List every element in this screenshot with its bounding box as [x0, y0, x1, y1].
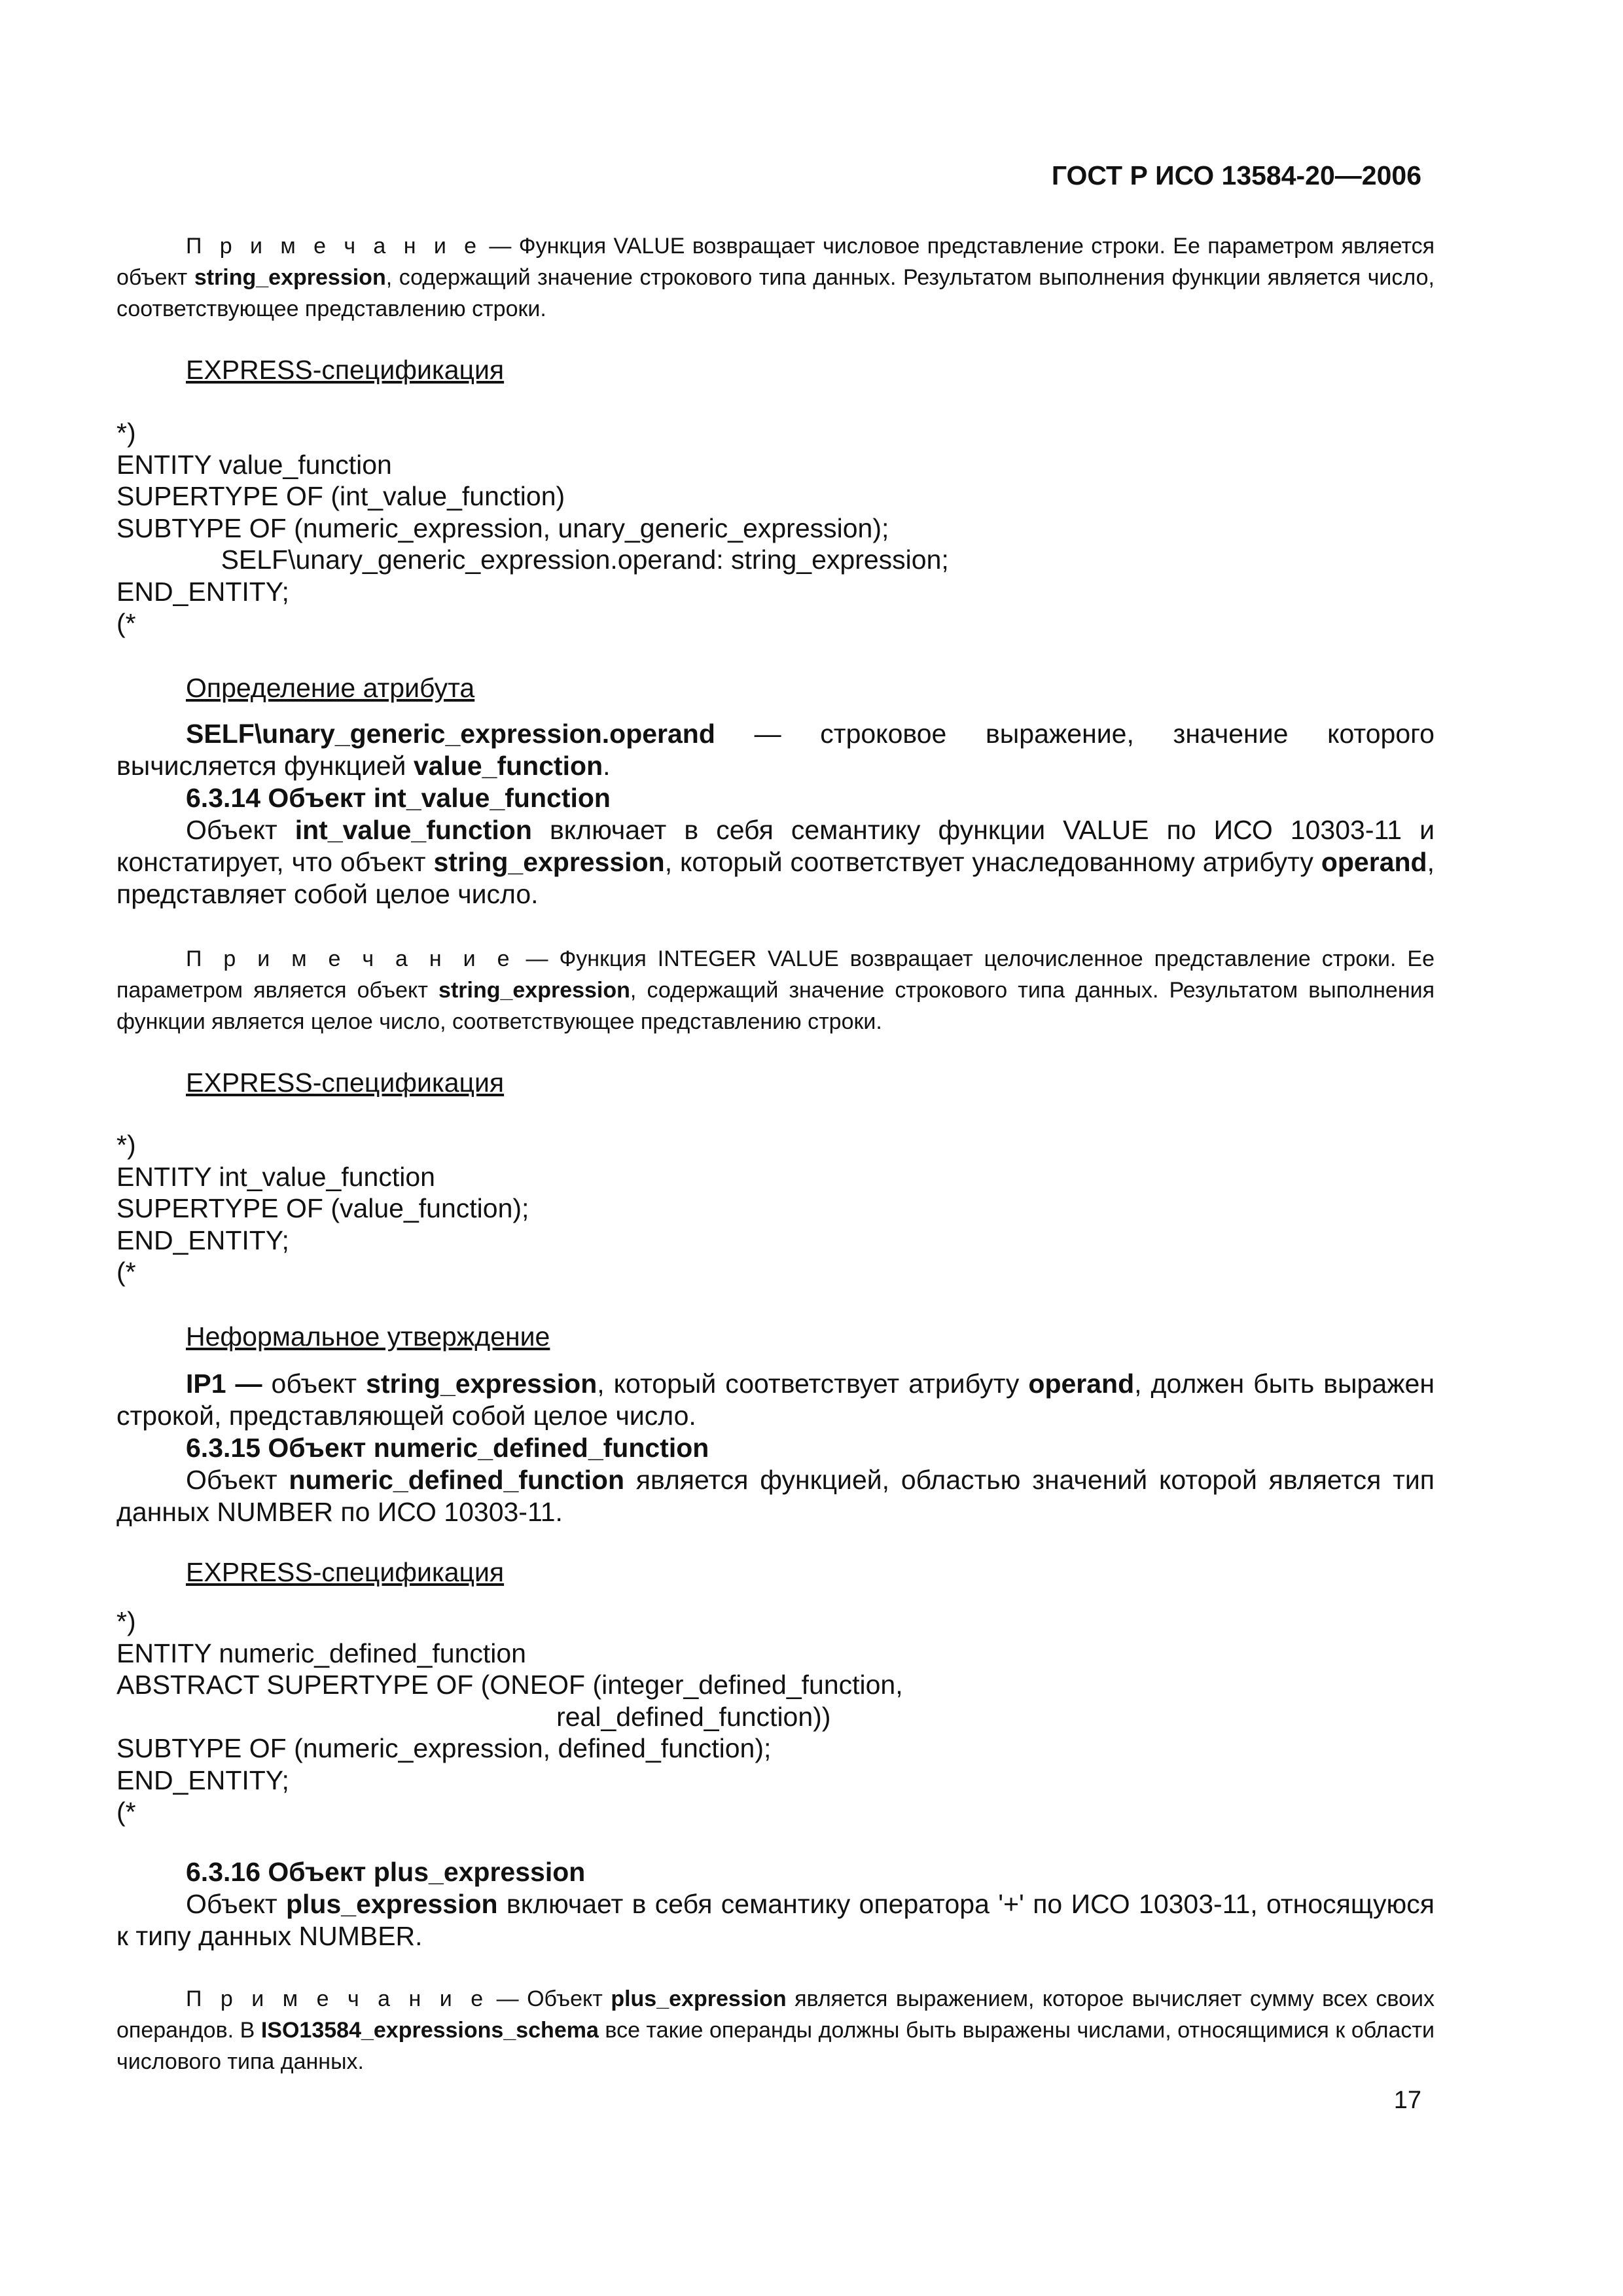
code-line: ABSTRACT SUPERTYPE OF (ONEOF (integer_defined_function,: [116, 1670, 903, 1700]
code-line: ENTITY value_function: [116, 449, 392, 480]
code-line: (*: [116, 1257, 136, 1287]
express-code-block: [116, 417, 1435, 639]
section-paragraph: Объект numeric_defined_function является функцией, областью значений которой является тип данных NUMBER по ИСО 10303-11.: [116, 1465, 1435, 1527]
note-paragraph: П р и м е ч а н и е — Объект plus_expression является выражением, которое вычисляет сумму всех своих операндов. В ISO13584_expressions_schema все такие операнды должны быть выражены числами, относящимися к области числового типа данных.: [116, 1986, 1435, 2074]
note-label: П р и м е ч а н и е: [186, 234, 482, 259]
code-line: *): [116, 1606, 136, 1636]
code-line: END_ENTITY;: [116, 576, 289, 607]
section-heading: 6.3.16 Объект plus_expression: [186, 1857, 586, 1887]
attribute-definition-label: Определение атрибута: [186, 673, 475, 703]
express-spec-label: EXPRESS-спецификация: [186, 1557, 505, 1587]
informal-proposition-label: Неформальное утверждение: [186, 1321, 550, 1352]
informal-proposition-text: IP1 — объект string_expression, который соответствует атрибуту operand, должен быть выражен строкой, представляющей собой целое число.: [116, 1369, 1435, 1431]
code-line: SUBTYPE OF (numeric_expression, unary_generic_expression);: [116, 512, 889, 543]
code-line: END_ENTITY;: [116, 1765, 289, 1795]
section-heading: 6.3.15 Объект numeric_defined_function: [186, 1433, 709, 1463]
express-code-block: [116, 1605, 1435, 1828]
code-line: (*: [116, 1797, 136, 1827]
code-line: real_defined_function)): [116, 1701, 831, 1732]
section-paragraph: Объект plus_expression включает в себя семантику оператора '+' по ИСО 10303-11, относящуюся к типу данных NUMBER.: [116, 1889, 1435, 1951]
code-line: SUBTYPE OF (numeric_expression, defined_function);: [116, 1733, 772, 1763]
code-line: SUPERTYPE OF (value_function);: [116, 1193, 529, 1223]
attribute-definition-text: SELF\unary_generic_expression.operand — строковое выражение, значение которого вычисляется функцией value_function.: [116, 719, 1435, 781]
code-line: ENTITY numeric_defined_function: [116, 1638, 526, 1668]
code-line: ENTITY int_value_function: [116, 1161, 435, 1192]
code-line: *): [116, 418, 136, 448]
document-header: ГОСТ Р ИСО 13584-20—2006: [1051, 160, 1421, 190]
code-line: END_ENTITY;: [116, 1225, 289, 1255]
note-paragraph: П р и м е ч а н и е — Функция INTEGER VALUE возвращает целочисленное представление строки. Ее параметром является объект string_expression, содержащий значение строкового типа данных. Результатом выполнения функции является целое число, соответствующее представлению строки.: [116, 946, 1435, 1034]
note-paragraph: П р и м е ч а н и е — Функция VALUE возвращает числовое представление строки. Ее параметром является объект string_expression, содержащий значение строкового типа данных. Результатом выполнения функции является число, соответствующее представлению строки.: [116, 234, 1435, 321]
section-paragraph: Объект int_value_function включает в себя семантику функции VALUE по ИСО 10303-11 и констатирует, что объект string_expression, который соответствует унаследованному атрибуту operand, представляет собой целое число.: [116, 815, 1435, 909]
code-line: *): [116, 1130, 136, 1160]
page-number: 17: [1393, 2087, 1421, 2114]
code-line: SELF\unary_generic_expression.operand: string_expression;: [191, 545, 949, 575]
express-spec-label: EXPRESS-спецификация: [186, 355, 505, 385]
code-line: (*: [116, 608, 136, 638]
express-code-block: [116, 1129, 1435, 1288]
code-line: SUPERTYPE OF (int_value_function): [116, 481, 565, 511]
section-heading: 6.3.14 Объект int_value_function: [186, 783, 611, 813]
express-spec-label: EXPRESS-спецификация: [186, 1067, 505, 1098]
